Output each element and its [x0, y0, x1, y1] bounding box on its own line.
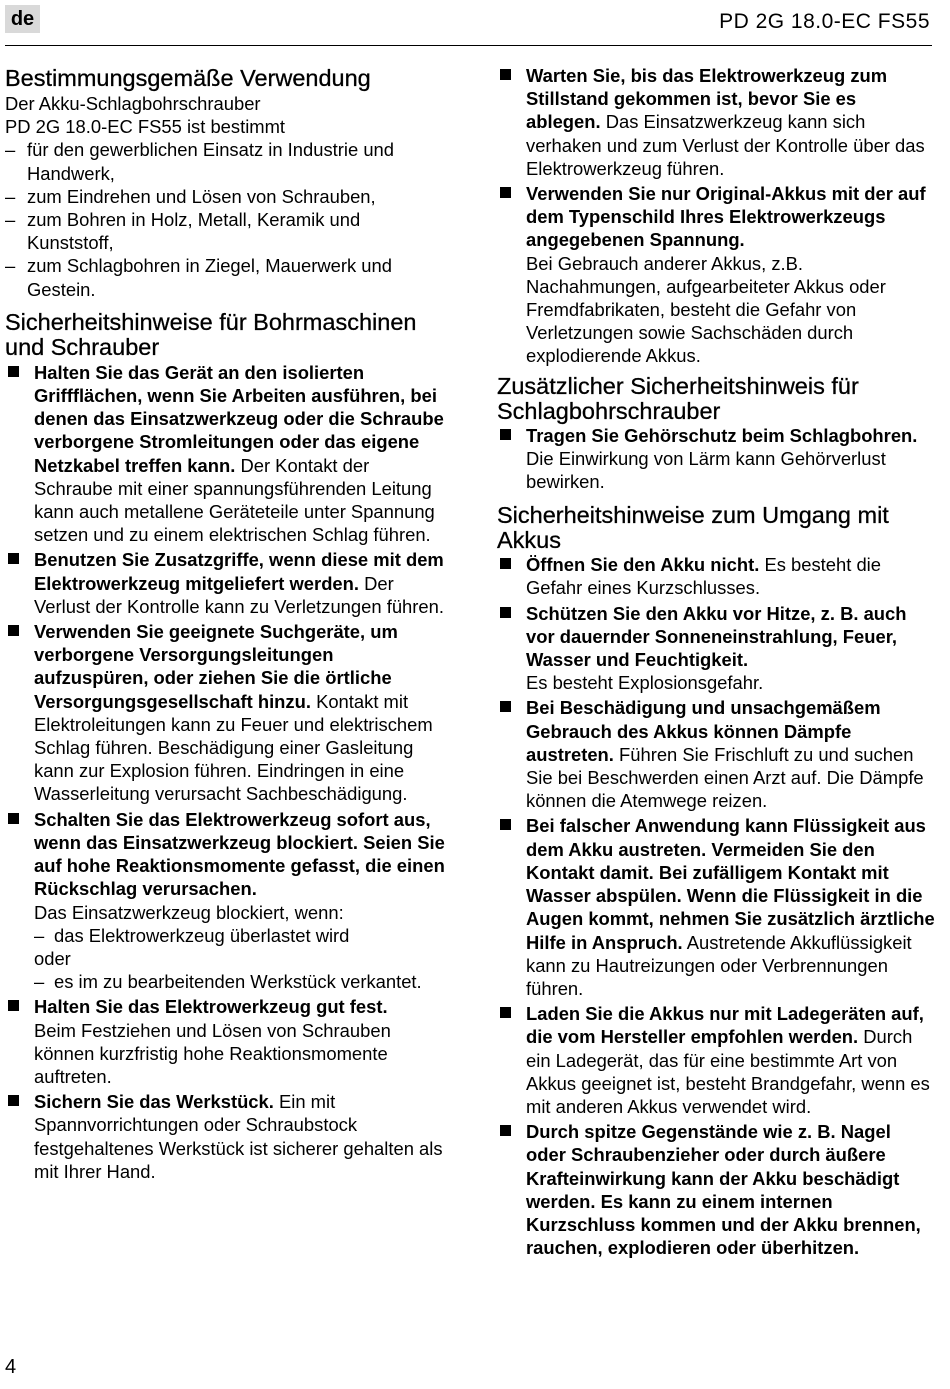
list-item: [497, 1002, 935, 1118]
bullet-text: Kontakt mit Elektroleitungen kann zu Feuer und elektrischem Schlag führen. Beschädigung einer Gasleitung kann zur Explosion führen. Eindringen in eine Wasserleitung verursacht Sachbeschädigung.: [34, 690, 433, 805]
bullet-bold-text: Halten Sie das Gerät an den isolierten Griffflächen, wenn Sie Arbeiten ausführen, bei denen das Einsatzwerkzeug oder die Schraube verborgene Stromleitungen oder das eigene Netzkabel treffen kann.: [34, 361, 444, 476]
bullet-bold-text: Durch spitze Gegenstände wie z. B. Nagel oder Schraubenzieher oder durch äußere Krafteinwirkung kann der Akku beschädigt werden. Es kann zu einem internen Kurzschluss kommen und der Akku brennen, rauchen, explodieren oder überhitzen.: [526, 1121, 921, 1259]
bullet-bold-text: Tragen Sie Gehörschutz beim Schlagbohren.: [526, 424, 918, 446]
impact-safety-list: [497, 424, 935, 494]
list-item: [5, 548, 445, 618]
list-item: – es im zu bearbeitenden Werkstück verkantet.: [34, 970, 445, 993]
bullet-text: Es besteht Explosionsgefahr.: [526, 672, 764, 694]
list-item: – zum Schlagbohren in Ziegel, Mauerwerk und Gestein.: [5, 254, 445, 300]
bullet-text: Das Einsatzwerkzeug kann sich verhaken und zum Verlust der Kontrolle über das Elektrowerkzeug führen.: [526, 111, 925, 179]
list-item: [5, 361, 445, 547]
square-bullet-icon: [500, 1007, 511, 1018]
intended-use-list: [5, 138, 445, 300]
list-item: [497, 1120, 935, 1259]
bullet-text: Führen Sie Frischluft zu und suchen Sie bei Beschwerden einen Arzt auf. Die Dämpfe können die Atemwege reizen.: [526, 743, 924, 812]
bullet-text: Austretende Akkuflüssigkeit kann zu Hautreizungen oder Verbrennungen führen.: [526, 931, 912, 999]
bullet-bold-text: Verwenden Sie geeignete Suchgeräte, um verborgene Versorgungsleitungen aufzuspüren, oder ziehen Sie die örtliche Versorgungsgesellschaft hinzu.: [34, 621, 398, 712]
square-bullet-icon: [500, 429, 511, 440]
bullet-bold-text: Bei falscher Anwendung kann Flüssigkeit aus dem Akku austreten. Vermeiden Sie den Kontakt damit. Bei zufälligem Kontakt mit Wasser abspülen. Wenn die Flüssigkeit in die Augen kommt, nehmen Sie zusätzlich ärztliche Hilfe in Anspruch.: [526, 815, 935, 953]
bullet-bold-text: Halten Sie das Elektrowerkzeug gut fest.: [34, 996, 388, 1018]
language-tag: de: [5, 5, 40, 33]
section-title-impact-safety: Zusätzlicher Sicherheitshinweis für Schlagbohrschrauber: [497, 372, 859, 424]
square-bullet-icon: [500, 558, 511, 569]
square-bullet-icon: [500, 187, 511, 198]
list-item: [5, 620, 445, 806]
list-item: – zum Bohren in Holz, Metall, Keramik und Kunststoff,: [5, 208, 445, 254]
bullet-bold-text: Warten Sie, bis das Elektrowerkzeug zum Stillstand gekommen ist, bevor Sie es ablegen.: [526, 65, 888, 133]
bullet-bold-text: Bei Beschädigung und unsachgemäßem Gebrauch des Akkus können Dämpfe austreten.: [526, 697, 881, 765]
bullet-text: Beim Festziehen und Lösen von Schrauben können kurzfristig hohe Reaktionsmomente auftreten.: [34, 1019, 391, 1087]
bullet-text: Der Verlust der Kontrolle kann zu Verletzungen führen.: [34, 572, 444, 617]
bullet-bold-text: Öffnen Sie den Akku nicht.: [526, 554, 760, 576]
square-bullet-icon: [8, 1095, 19, 1106]
list-item: – zum Eindrehen und Lösen von Schrauben,: [5, 185, 445, 208]
bullet-text: Es besteht die Gefahr eines Kurzschlusses.: [526, 554, 881, 599]
battery-safety-list: [497, 553, 935, 1259]
bullet-text: Ein mit Spannvorrichtungen oder Schraubstock festgehaltenes Werkstück ist sicherer gehalten als mit Ihrer Hand.: [34, 1091, 443, 1182]
list-item: [497, 64, 935, 180]
square-bullet-icon: [500, 1125, 511, 1136]
bullet-bold-text: Verwenden Sie nur Original-Akkus mit der auf dem Typenschild Ihres Elektrowerkzeugs angegebenen Spannung.: [526, 183, 926, 251]
intro-line-2: PD 2G 18.0-EC FS55 ist bestimmt: [5, 116, 286, 138]
square-bullet-icon: [8, 553, 19, 564]
bullet-bold-text: Benutzen Sie Zusatzgriffe, wenn diese mit dem Elektrowerkzeug mitgeliefert werden.: [34, 549, 444, 594]
bullet-text: Die Einwirkung von Lärm kann Gehörverlust bewirken.: [526, 447, 886, 493]
bullet-text: Durch ein Ladegerät, das für eine bestimmte Art von Akkus geeignet ist, besteht Brandgefahr, wenn es mit anderen Akkus verwendet wird.: [526, 1026, 930, 1117]
blocking-conditions-list: [34, 924, 445, 994]
drill-safety-list-continued: [497, 64, 935, 368]
list-item: [5, 808, 445, 994]
bullet-bold-text: Sichern Sie das Werkstück.: [34, 1091, 274, 1113]
model-number: PD 2G 18.0-EC FS55: [719, 10, 930, 33]
bullet-bold-text: Schützen Sie den Akku vor Hitze, z. B. auch vor dauernder Sonneneinstrahlung, Feuer, Wasser und Feuchtigkeit.: [526, 602, 907, 671]
list-item: [497, 424, 935, 494]
list-item: [497, 696, 935, 812]
list-item: [5, 1090, 445, 1183]
bullet-bold-text: Schalten Sie das Elektrowerkzeug sofort aus, wenn das Einsatzwerkzeug blockiert. Seien Sie auf hohe Reaktionsmomente gefasst, die einen Rückschlag verursachen.: [34, 808, 445, 900]
square-bullet-icon: [8, 366, 19, 377]
section-title-battery-safety: Sicherheitshinweise zum Umgang mit Akkus: [497, 502, 889, 554]
square-bullet-icon: [500, 819, 511, 830]
intro-line-1: Der Akku-Schlagbohrschrauber: [5, 93, 261, 114]
section-title-drill-safety: Sicherheitshinweise für Bohrmaschinen und Schrauber: [5, 308, 417, 360]
list-item: [5, 995, 445, 1088]
bullet-text: Der Kontakt der Schraube mit einer spannungsführenden Leitung kann auch metallene Geräteteile unter Spannung setzen und zu einem elektrischen Schlag führen.: [34, 454, 435, 546]
list-item: – das Elektrowerkzeug überlastet wird: [34, 924, 445, 947]
square-bullet-icon: [8, 625, 19, 636]
list-item: [497, 553, 935, 599]
square-bullet-icon: [500, 69, 511, 80]
list-item: [497, 182, 935, 368]
square-bullet-icon: [500, 607, 511, 618]
bullet-bold-text: Laden Sie die Akkus nur mit Ladegeräten auf, die vom Hersteller empfohlen werden.: [526, 1003, 924, 1048]
header-rule: [5, 45, 932, 46]
section-title-intended-use: Bestimmungsgemäße Verwendung: [5, 65, 371, 91]
bullet-text: Das Einsatzwerkzeug blockiert, wenn:: [34, 901, 344, 923]
page-number: 4: [5, 1356, 17, 1378]
square-bullet-icon: [500, 701, 511, 712]
left-column: [5, 66, 445, 1185]
list-item: [497, 814, 935, 1000]
list-item: oder: [34, 947, 71, 969]
list-item: [497, 602, 935, 695]
right-column: [497, 64, 935, 1261]
square-bullet-icon: [8, 1000, 19, 1011]
bullet-text: Bei Gebrauch anderer Akkus, z.B. Nachahmungen, aufgearbeiteter Akkus oder Fremdfabrikaten, besteht die Gefahr von Verletzungen sowie Sachschäden durch explodierende Akkus.: [526, 252, 886, 367]
list-item: – für den gewerblichen Einsatz in Industrie und Handwerk,: [5, 138, 445, 184]
drill-safety-list: [5, 361, 445, 1183]
square-bullet-icon: [8, 813, 19, 824]
